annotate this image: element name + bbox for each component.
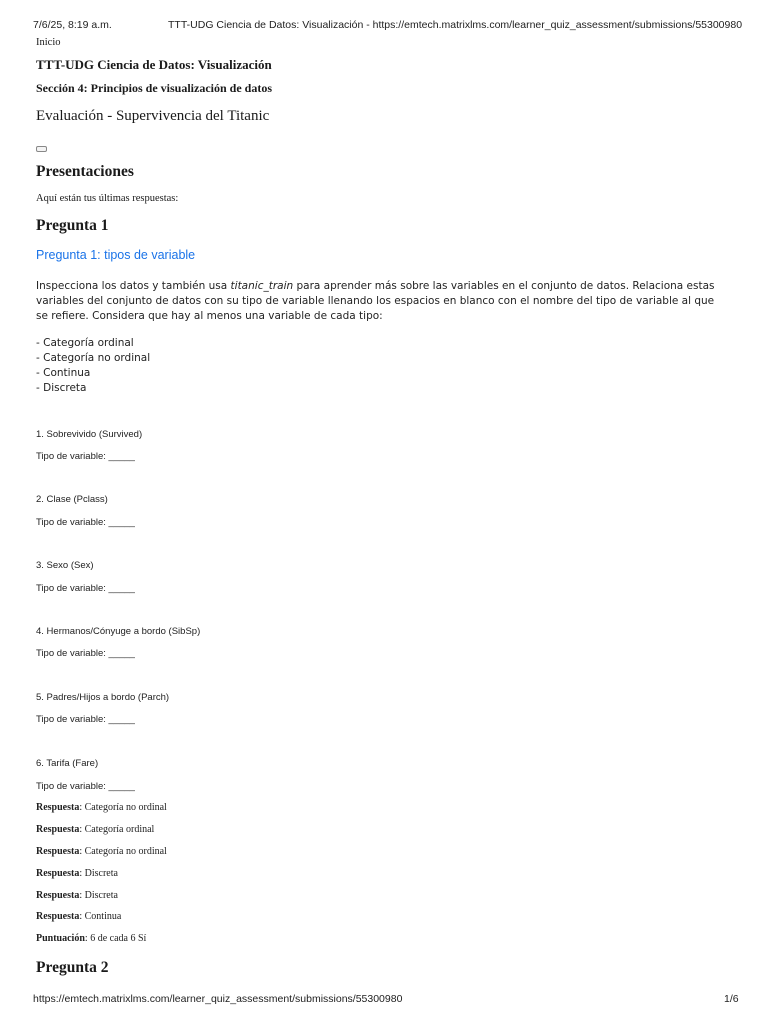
print-datetime: 7/6/25, 8:19 a.m. (33, 19, 112, 31)
submissions-intro: Aquí están tus últimas respuestas: (36, 193, 179, 204)
item-1-label: 1. Sobrevivido (Survived) (36, 429, 143, 440)
item-6-prompt: Tipo de variable: _____ (36, 781, 135, 792)
question-1-instructions: Inspecciona los datos y también usa titanic_train para aprender más sobre las variables en el conjunto de datos. Relaciona estas variables del conjunto de datos con su tipo de variable llenando los espacios en blanco con el nombre del tipo de variable al que se refiere. Considera que hay al menos una variable de cada tipo: (36, 280, 715, 322)
item-2-prompt: Tipo de variable: _____ (36, 517, 135, 528)
variable-types-list (36, 336, 716, 396)
answer-6: Respuesta: Continua (36, 911, 122, 922)
collapse-toggle-icon[interactable] (36, 146, 47, 152)
item-2-label: 2. Clase (Pclass) (36, 494, 108, 505)
answer-4: Respuesta: Discreta (36, 868, 118, 879)
item-4-label: 4. Hermanos/Cónyuge a bordo (SibSp) (36, 626, 201, 637)
item-4-prompt: Tipo de variable: _____ (36, 648, 135, 659)
course-title: TTT-UDG Ciencia de Datos: Visualización (36, 57, 272, 72)
list-item: - Categoría ordinal (36, 337, 134, 349)
item-1-prompt: Tipo de variable: _____ (36, 451, 135, 462)
answer-2: Respuesta: Categoría ordinal (36, 824, 155, 835)
print-page-number: 1/6 (724, 993, 739, 1005)
breadcrumb-home-link[interactable]: Inicio (36, 37, 61, 48)
assessment-title: Evaluación - Supervivencia del Titanic (36, 108, 270, 124)
answer-3: Respuesta: Categoría no ordinal (36, 846, 167, 857)
score: Puntuación: 6 de cada 6 Sí (36, 933, 147, 944)
item-6-label: 6. Tarifa (Fare) (36, 758, 99, 769)
item-5-label: 5. Padres/Hijos a bordo (Parch) (36, 692, 170, 703)
list-item: - Continua (36, 367, 91, 379)
question-1-heading: Pregunta 1 (36, 217, 109, 234)
question-1-subtitle: Pregunta 1: tipos de variable (36, 248, 196, 262)
print-page-title: TTT-UDG Ciencia de Datos: Visualización - https://emtech.matrixlms.com/learner_quiz_assessment/submissions/55300980 (168, 19, 743, 31)
answer-1: Respuesta: Categoría no ordinal (36, 802, 167, 813)
section-title: Sección 4: Principios de visualización de datos (36, 81, 273, 95)
item-3-prompt: Tipo de variable: _____ (36, 583, 135, 594)
list-item: - Categoría no ordinal (36, 352, 151, 364)
list-item: - Discreta (36, 382, 87, 394)
item-3-label: 3. Sexo (Sex) (36, 560, 94, 571)
dataset-name: titanic_train (230, 280, 294, 292)
answer-5: Respuesta: Discreta (36, 890, 118, 901)
question-2-heading: Pregunta 2 (36, 959, 109, 976)
print-footer-url: https://emtech.matrixlms.com/learner_quiz_assessment/submissions/55300980 (33, 993, 403, 1005)
submissions-heading: Presentaciones (36, 163, 134, 180)
item-5-prompt: Tipo de variable: _____ (36, 714, 135, 725)
